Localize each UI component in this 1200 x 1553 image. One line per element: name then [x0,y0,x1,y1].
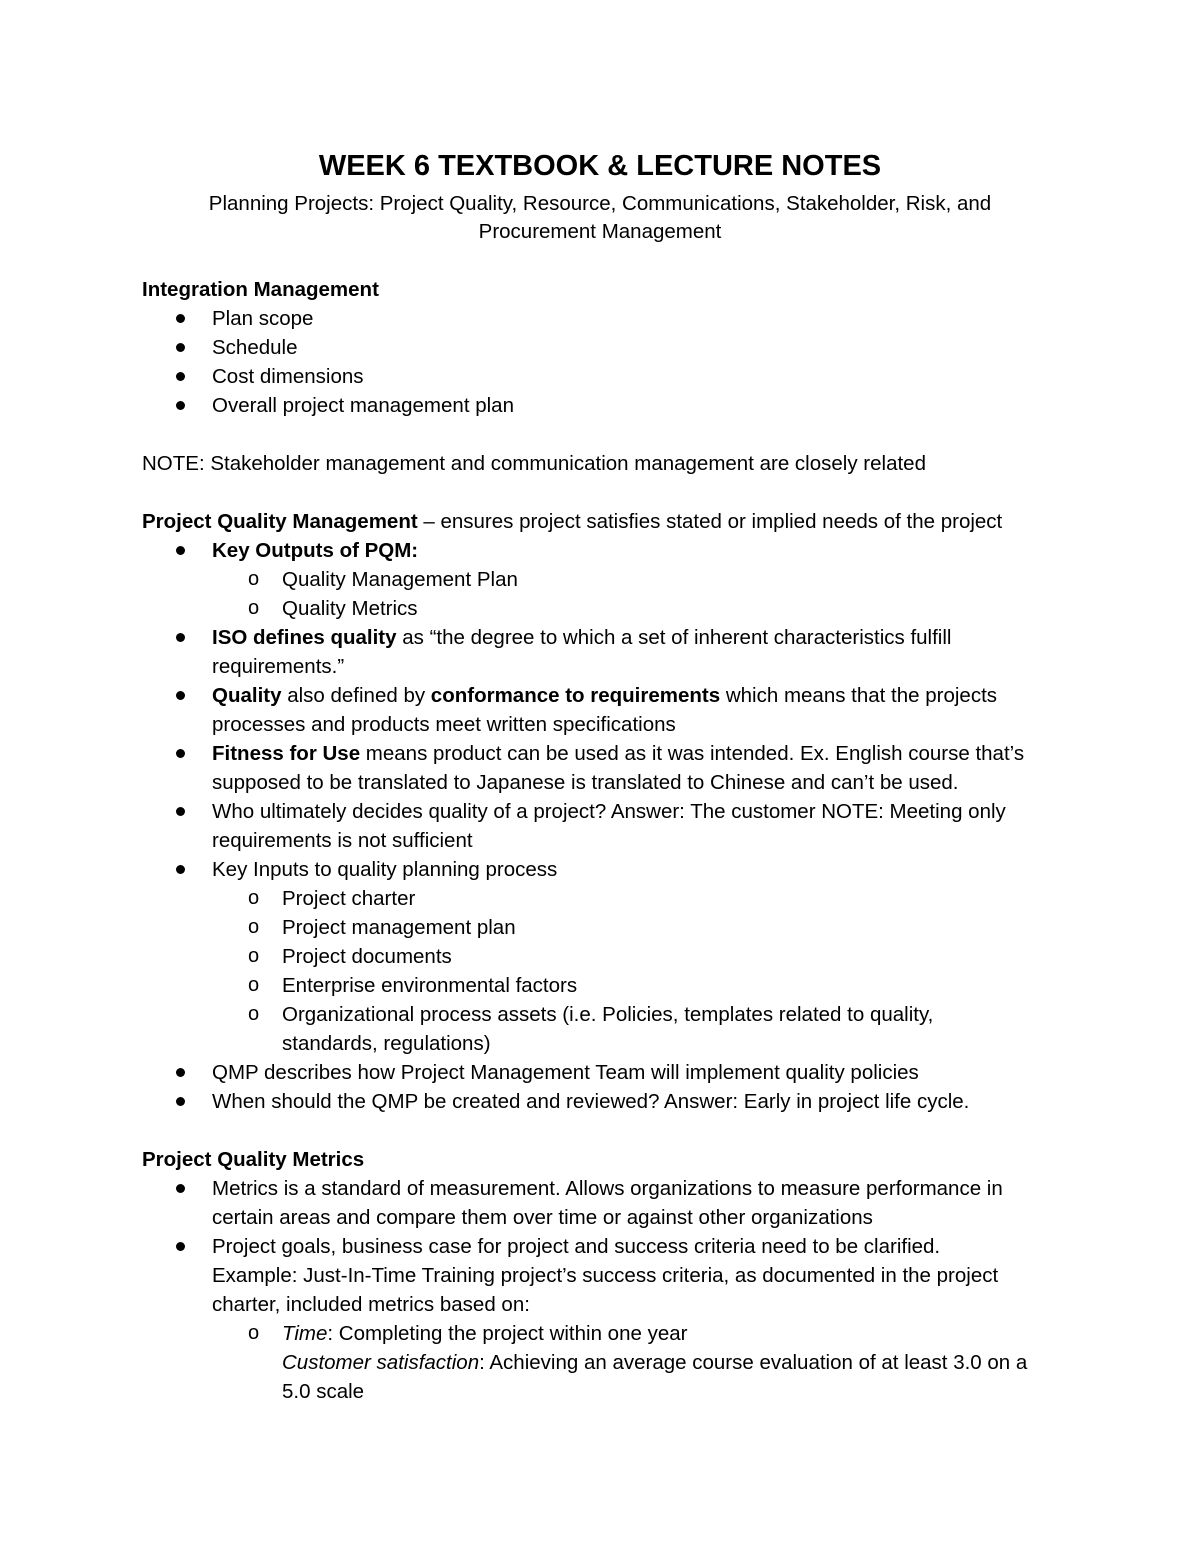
list-item [142,536,1058,623]
list-item [142,739,1058,797]
sub-list-item: o Project charter [142,884,1058,913]
list-item: Plan scope [142,304,1058,333]
inputs-list [142,884,1058,1058]
metrics-text: Metrics is a standard of measurement. Allows organizations to measure performance in [212,1177,1003,1200]
inputs-last-text: o Organizational process assets (i.e. Policies, templates related to quality, [282,1003,934,1026]
quality-text-rest: which means that the projects [720,684,998,707]
subtitle [142,190,1058,246]
list-item [142,797,1058,855]
key-outputs-label: Key Outputs of PQM: [212,539,419,562]
sub-list-item: o Quality Management Plan [142,565,1058,594]
sub-list-item [142,1319,1058,1348]
who-text: Who ultimately decides quality of a project? Answer: The customer NOTE: Meeting only [212,800,1006,823]
sub-list-item: o Project documents [142,942,1058,971]
pqm-list [142,536,1058,1116]
metrics-list [142,1174,1058,1406]
inputs-last-text-cont: standards, regulations) [282,1032,491,1055]
metrics-heading: Project Quality Metrics [142,1148,365,1171]
document-content [142,142,1058,1406]
note-text: NOTE: Stakeholder management and communication management are closely related [142,452,926,475]
iso-text: as “the degree to which a set of inherent characteristics fulfill [396,626,952,649]
pqm-heading-rest: – ensures project satisfies stated or implied needs of the project [417,510,1003,533]
list-item: Schedule [142,333,1058,362]
quality-text-cont: processes and products meet written specifications [212,713,676,736]
list-item: When should the QMP be created and reviewed? Answer: Early in project life cycle. [142,1087,1058,1116]
goals-text-cont-2: charter, included metrics based on: [212,1293,530,1316]
list-item [142,1232,1058,1406]
iso-text-cont: requirements.” [212,655,345,678]
integration-list [142,304,1058,420]
metrics-sub-list [142,1319,1058,1406]
goals-text-cont: Example: Just-In-Time Training project’s success criteria, as documented in the project [212,1264,999,1287]
customer-satisfaction-text-cont: 5.0 scale [282,1380,365,1403]
sub-list-item [142,1348,1058,1406]
goals-text: Project goals, business case for project and success criteria need to be clarified. [212,1235,941,1258]
time-text: : Completing the project within one year [327,1322,688,1345]
subtitle-line-1: Planning Projects: Project Quality, Resource, Communications, Stakeholder, Risk, and [208,192,992,215]
who-text-cont: requirements is not sufficient [212,829,473,852]
page-title: WEEK 6 TEXTBOOK & LECTURE NOTES [318,150,882,182]
sub-list-item: o Enterprise environmental factors [142,971,1058,1000]
list-item: Overall project management plan [142,391,1058,420]
list-item: QMP describes how Project Management Team will implement quality policies [142,1058,1058,1087]
customer-satisfaction-text: : Achieving an average course evaluation of at least 3.0 on a [479,1351,1028,1374]
list-item [142,623,1058,681]
quality-text: also defined by [281,684,431,707]
integration-heading: Integration Management [142,278,379,301]
fitness-text: means product can be used as it was intended. Ex. English course that’s [360,742,1025,765]
conformance-label: conformance to requirements [430,684,721,707]
key-outputs-list [142,565,1058,623]
inputs-label: Key Inputs to quality planning process [212,858,558,881]
fitness-text-cont: supposed to be translated to Japanese is translated to Chinese and can’t be used. [212,771,959,794]
subtitle-line-2: Procurement Management [478,220,722,243]
customer-satisfaction-label: Customer satisfaction [282,1351,480,1374]
quality-label: Quality [212,684,282,707]
list-item [142,855,1058,1058]
fitness-label: Fitness for Use [212,742,361,765]
list-item [142,1174,1058,1232]
pqm-heading: Project Quality Management [142,510,418,533]
sub-list-item: o Project management plan [142,913,1058,942]
list-item: Cost dimensions [142,362,1058,391]
sub-list-item [142,1000,1058,1058]
pqm-heading-line [142,507,1058,536]
iso-label: ISO defines quality [212,626,397,649]
metrics-text-cont: certain areas and compare them over time or against other organizations [212,1206,873,1229]
list-item [142,681,1058,739]
sub-list-item: o Quality Metrics [142,594,1058,623]
time-label: Time [282,1322,328,1345]
